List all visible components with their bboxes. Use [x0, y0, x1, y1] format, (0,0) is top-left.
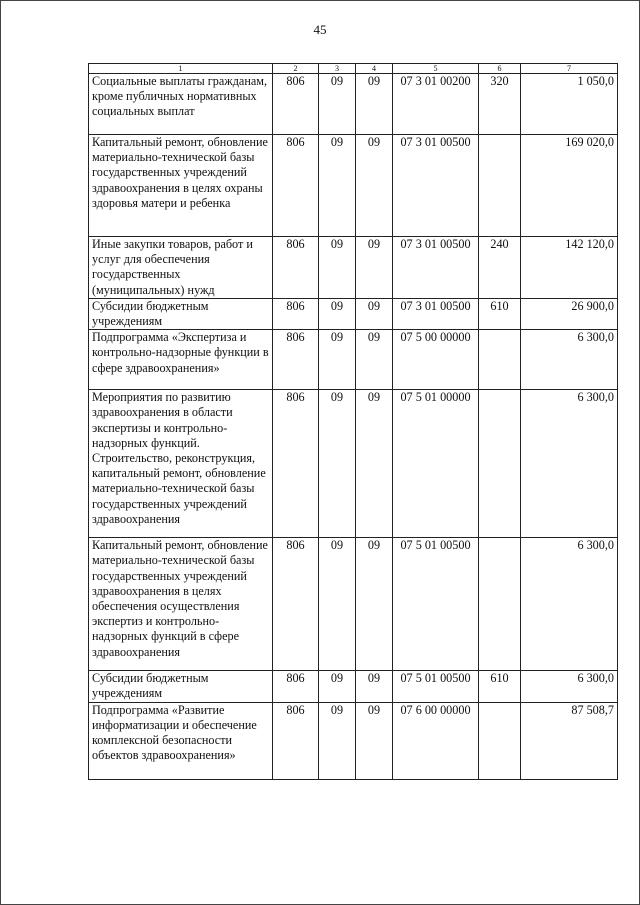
row-amount: 6 300,0: [521, 330, 618, 390]
row-name: Подпрограмма «Экспертиза и контрольно-надзорные функции в сфере здравоохранения»: [89, 330, 273, 390]
col-header-4: 4: [356, 64, 393, 74]
col-header-1: 1: [89, 64, 273, 74]
row-amount: 6 300,0: [521, 538, 618, 671]
row-ministry-code: 806: [273, 237, 319, 299]
row-subsection-code: 09: [356, 298, 393, 329]
col-header-2: 2: [273, 64, 319, 74]
row-expense-type: 610: [479, 298, 521, 329]
table-row: [89, 298, 618, 329]
row-amount: 6 300,0: [521, 390, 618, 538]
row-ministry-code: 806: [273, 74, 319, 135]
row-name: Субсидии бюджетным учреждениям: [89, 671, 273, 702]
row-section-code: 09: [319, 390, 356, 538]
row-name: Социальные выплаты гражданам, кроме публичных нормативных социальных выплат: [89, 74, 273, 135]
row-expense-type: [479, 702, 521, 779]
row-amount: 26 900,0: [521, 298, 618, 329]
row-target-article: 07 3 01 00500: [393, 237, 479, 299]
table-row: [89, 702, 618, 779]
table-row: [89, 390, 618, 538]
col-header-7: 7: [521, 64, 618, 74]
row-section-code: 09: [319, 671, 356, 702]
col-header-3: 3: [319, 64, 356, 74]
row-section-code: 09: [319, 702, 356, 779]
row-expense-type: [479, 330, 521, 390]
row-ministry-code: 806: [273, 702, 319, 779]
row-name: Субсидии бюджетным учреждениям: [89, 298, 273, 329]
row-target-article: 07 3 01 00500: [393, 298, 479, 329]
row-target-article: 07 6 00 00000: [393, 702, 479, 779]
row-amount: 6 300,0: [521, 671, 618, 702]
row-section-code: 09: [319, 237, 356, 299]
row-ministry-code: 806: [273, 135, 319, 237]
col-header-5: 5: [393, 64, 479, 74]
row-section-code: 09: [319, 330, 356, 390]
col-header-6: 6: [479, 64, 521, 74]
budget-table: [88, 63, 618, 780]
table-row: [89, 330, 618, 390]
page-number: 45: [313, 22, 327, 37]
row-name: Иные закупки товаров, работ и услуг для обеспечения государственных (муниципальных) нужд: [89, 237, 273, 299]
row-expense-type: [479, 390, 521, 538]
row-amount: 142 120,0: [521, 237, 618, 299]
row-target-article: 07 5 01 00000: [393, 390, 479, 538]
row-expense-type: 320: [479, 74, 521, 135]
row-subsection-code: 09: [356, 538, 393, 671]
table-row: [89, 237, 618, 299]
row-subsection-code: 09: [356, 702, 393, 779]
row-section-code: 09: [319, 298, 356, 329]
row-subsection-code: 09: [356, 135, 393, 237]
row-expense-type: [479, 135, 521, 237]
row-target-article: 07 3 01 00200: [393, 74, 479, 135]
row-ministry-code: 806: [273, 298, 319, 329]
row-expense-type: 240: [479, 237, 521, 299]
table-row: [89, 135, 618, 237]
row-subsection-code: 09: [356, 390, 393, 538]
row-amount: 1 050,0: [521, 74, 618, 135]
row-subsection-code: 09: [356, 74, 393, 135]
row-amount: 87 508,7: [521, 702, 618, 779]
table-header-row: [89, 64, 618, 74]
row-ministry-code: 806: [273, 390, 319, 538]
row-ministry-code: 806: [273, 671, 319, 702]
row-ministry-code: 806: [273, 538, 319, 671]
row-target-article: 07 3 01 00500: [393, 135, 479, 237]
row-expense-type: 610: [479, 671, 521, 702]
row-subsection-code: 09: [356, 330, 393, 390]
row-ministry-code: 806: [273, 330, 319, 390]
table-row: [89, 74, 618, 135]
row-section-code: 09: [319, 538, 356, 671]
row-name: Капитальный ремонт, обновление материально-технической базы государственных учреждений здравоохранения в целях охраны здоровья матери и ребенка: [89, 135, 273, 237]
row-name: Мероприятия по развитию здравоохранения в области экспертизы и контрольно-надзорных функций. Строительство, реконструкция, капитальный ремонт, обновление материально-технической базы государственных учреждений здравоохранения: [89, 390, 273, 538]
row-subsection-code: 09: [356, 237, 393, 299]
row-target-article: 07 5 01 00500: [393, 538, 479, 671]
row-section-code: 09: [319, 135, 356, 237]
row-target-article: 07 5 00 00000: [393, 330, 479, 390]
table-row: [89, 538, 618, 671]
row-name: Капитальный ремонт, обновление материально-технической базы государственных учреждений здравоохранения в целях обеспечения осуществления экспертиз и контрольно-надзорных функций в сфере здравоохранения: [89, 538, 273, 671]
row-expense-type: [479, 538, 521, 671]
row-section-code: 09: [319, 74, 356, 135]
row-target-article: 07 5 01 00500: [393, 671, 479, 702]
row-amount: 169 020,0: [521, 135, 618, 237]
row-subsection-code: 09: [356, 671, 393, 702]
row-name: Подпрограмма «Развитие информатизации и обеспечение комплексной безопасности объектов здравоохранения»: [89, 702, 273, 779]
table-row: [89, 671, 618, 702]
